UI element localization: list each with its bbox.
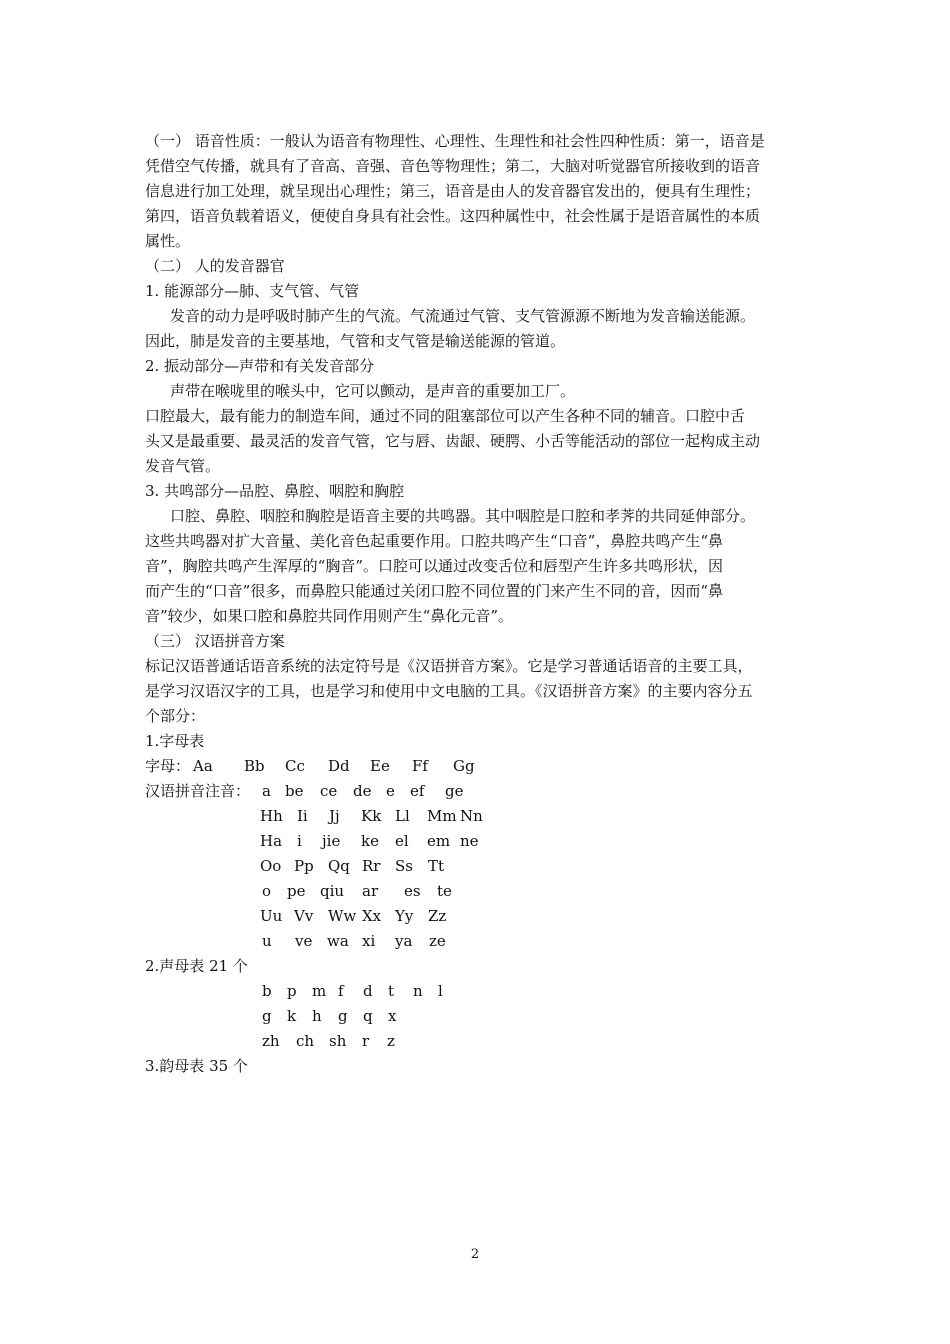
alphabet-cell: Qq <box>328 857 350 875</box>
alphabet-cell: qiu <box>320 882 345 900</box>
text-line: （一） 语音性质：一般认为语音有物理性、心理性、生理性和社会性四种性质：第一，语音是 <box>145 132 765 150</box>
text-line: 头又是最重要、最灵活的发音气管，它与唇、齿龈、硬腭、小舌等能活动的部位一起构成主动 <box>145 432 761 450</box>
alphabet-cell: de <box>353 782 372 800</box>
initials-cell: g <box>338 1007 348 1025</box>
text-line: 因此，肺是发音的主要基地，气管和支气管是输送能源的管道。 <box>145 332 566 350</box>
alphabet-cell: ce <box>320 782 338 800</box>
initials-cell: ch <box>296 1032 315 1050</box>
alphabet-cell: u <box>262 932 272 950</box>
alphabet-cell: Ll <box>395 807 410 825</box>
alphabet-cell: ya <box>395 932 413 950</box>
alphabet-cell: Kk <box>361 807 382 825</box>
alphabet-cell: e <box>386 782 395 800</box>
alphabet-cell: Ww <box>328 907 357 925</box>
alphabet-cell: Yy <box>395 907 414 925</box>
initials-cell: sh <box>329 1032 347 1050</box>
initials-cell: l <box>438 982 443 1000</box>
alphabet-cell: i <box>297 832 302 850</box>
alphabet-cell: ef <box>410 782 425 800</box>
text-line: 口腔、鼻腔、咽腔和胸腔是语音主要的共鸣器。其中咽腔是口腔和孝荠的共同延伸部分。 <box>170 507 756 525</box>
initials-cell: zh <box>262 1032 280 1050</box>
alphabet-cell: Ee <box>370 757 390 775</box>
initials-table-heading: 2.声母表 21 个 <box>145 957 248 975</box>
text-line: 属性。 <box>145 232 191 250</box>
alphabet-cell: el <box>395 832 409 850</box>
initials-cell: h <box>312 1007 322 1025</box>
initials-cell: z <box>387 1032 395 1050</box>
alphabet-cell: ke <box>361 832 379 850</box>
alphabet-cell: Uu <box>260 907 283 925</box>
alphabet-cell: xi <box>362 932 376 950</box>
initials-cell: f <box>338 982 344 1000</box>
alphabet-cell: Zz <box>428 907 447 925</box>
alphabet-cell: te <box>437 882 452 900</box>
alphabet-cell: es <box>404 882 421 900</box>
initials-cell: p <box>287 982 297 1000</box>
alphabet-cell: Rr <box>362 857 381 875</box>
alphabet-cell: em <box>427 832 451 850</box>
alphabet-table-heading: 1.字母表 <box>145 732 205 750</box>
initials-cell: x <box>388 1007 397 1025</box>
subsection-heading: 2. 振动部分—声带和有关发音部分 <box>145 357 375 375</box>
initials-cell: k <box>287 1007 297 1025</box>
alphabet-cell: Vv <box>294 907 314 925</box>
initials-cell: d <box>363 982 373 1000</box>
alphabet-cell: Xx <box>362 907 382 925</box>
text-line: 音”，胸腔共鸣产生浑厚的“胸音”。口腔可以通过改变舌位和唇型产生许多共鸣形状，因 <box>145 557 724 575</box>
initials-cell: b <box>262 982 272 1000</box>
alphabet-cell: Pp <box>294 857 314 875</box>
initials-cell: t <box>388 982 395 1000</box>
pinyin-label: 汉语拼音注音： <box>145 782 251 800</box>
section-heading: （三） 汉语拼音方案 <box>145 632 285 650</box>
text-line: 发音的动力是呼吸时肺产生的气流。气流通过气管、支气管源源不断地为发音输送能源。 <box>170 307 756 325</box>
alphabet-cell: ne <box>460 832 479 850</box>
initials-cell: q <box>363 1007 373 1025</box>
text-line: 这些共鸣器对扩大音量、美化音色起重要作用。口腔共鸣产生“口音”，鼻腔共鸣产生“鼻 <box>145 532 724 550</box>
letters-label: 字母： <box>145 757 191 775</box>
alphabet-cell: Jj <box>329 807 340 825</box>
subsection-heading: 1. 能源部分—肺、支气管、气管 <box>145 282 360 300</box>
text-line: 个部分： <box>145 707 206 725</box>
text-line: 口腔最大，最有能力的制造车间，通过不同的阻塞部位可以产生各种不同的辅音。口腔中舌 <box>145 407 746 425</box>
subsection-heading: 3. 共鸣部分—品腔、鼻腔、咽腔和胸腔 <box>145 482 405 500</box>
alphabet-cell: Mm <box>427 807 457 825</box>
alphabet-cell: ge <box>445 782 464 800</box>
initials-cell: n <box>413 982 423 1000</box>
alphabet-cell: Ii <box>297 807 308 825</box>
text-line: 而产生的“口音”很多，而鼻腔只能通过关闭口腔不同位置的门来产生不同的音，因而“鼻 <box>145 582 724 600</box>
alphabet-cell: ar <box>362 882 379 900</box>
alphabet-cell: Dd <box>328 757 350 775</box>
alphabet-cell: be <box>285 782 304 800</box>
alphabet-cell: Oo <box>260 857 282 875</box>
alphabet-cell: a <box>262 782 271 800</box>
alphabet-cell: o <box>262 882 272 900</box>
text-line: 信息进行加工处理，就呈现出心理性；第三，语音是由人的发音器官发出的，便具有生理性； <box>145 182 761 200</box>
page-number: 2 <box>470 1247 480 1262</box>
text-line: 是学习汉语汉字的工具，也是学习和使用中文电脑的工具。《汉语拼音方案》的主要内容分五 <box>145 682 753 700</box>
alphabet-cell: Bb <box>244 757 265 775</box>
alphabet-cell: Ss <box>395 857 413 875</box>
alphabet-cell: Ff <box>412 757 428 775</box>
alphabet-cell: Tt <box>428 857 445 875</box>
alphabet-cell: jie <box>322 832 341 850</box>
section-heading: （二） 人的发音器官 <box>145 257 285 275</box>
text-line: 发音气管。 <box>145 457 221 475</box>
initials-cell: m <box>312 982 327 1000</box>
text-line: 音”较少，如果口腔和鼻腔共同作用则产生“鼻化元音”。 <box>145 607 514 625</box>
text-line: 第四，语音负载着语义，便使自身具有社会性。这四种属性中，社会性属于是语音属性的本质 <box>145 207 761 225</box>
text-line: 标记汉语普通话语音系统的法定符号是《汉语拼音方案》。它是学习普通话语音的主要工具， <box>145 657 753 675</box>
alphabet-cell: ze <box>429 932 446 950</box>
alphabet-cell: pe <box>287 882 306 900</box>
alphabet-cell: Nn <box>460 807 483 825</box>
initials-cell: g <box>262 1007 272 1025</box>
alphabet-cell: ve <box>295 932 313 950</box>
alphabet-cell: Aa <box>193 757 213 775</box>
alphabet-cell: Cc <box>285 757 305 775</box>
alphabet-cell: Ha <box>260 832 283 850</box>
text-line: 声带在喉咙里的喉头中，它可以颤动，是声音的重要加工厂。 <box>170 382 576 400</box>
text-line: 凭借空气传播，就具有了音高、音强、音色等物理性；第二，大脑对听觉器官所接收到的语音 <box>145 157 761 175</box>
finals-table-heading: 3.韵母表 35 个 <box>145 1057 248 1075</box>
alphabet-cell: wa <box>327 932 349 950</box>
alphabet-cell: Hh <box>260 807 283 825</box>
alphabet-cell: Gg <box>453 757 475 775</box>
initials-cell: r <box>362 1032 370 1050</box>
